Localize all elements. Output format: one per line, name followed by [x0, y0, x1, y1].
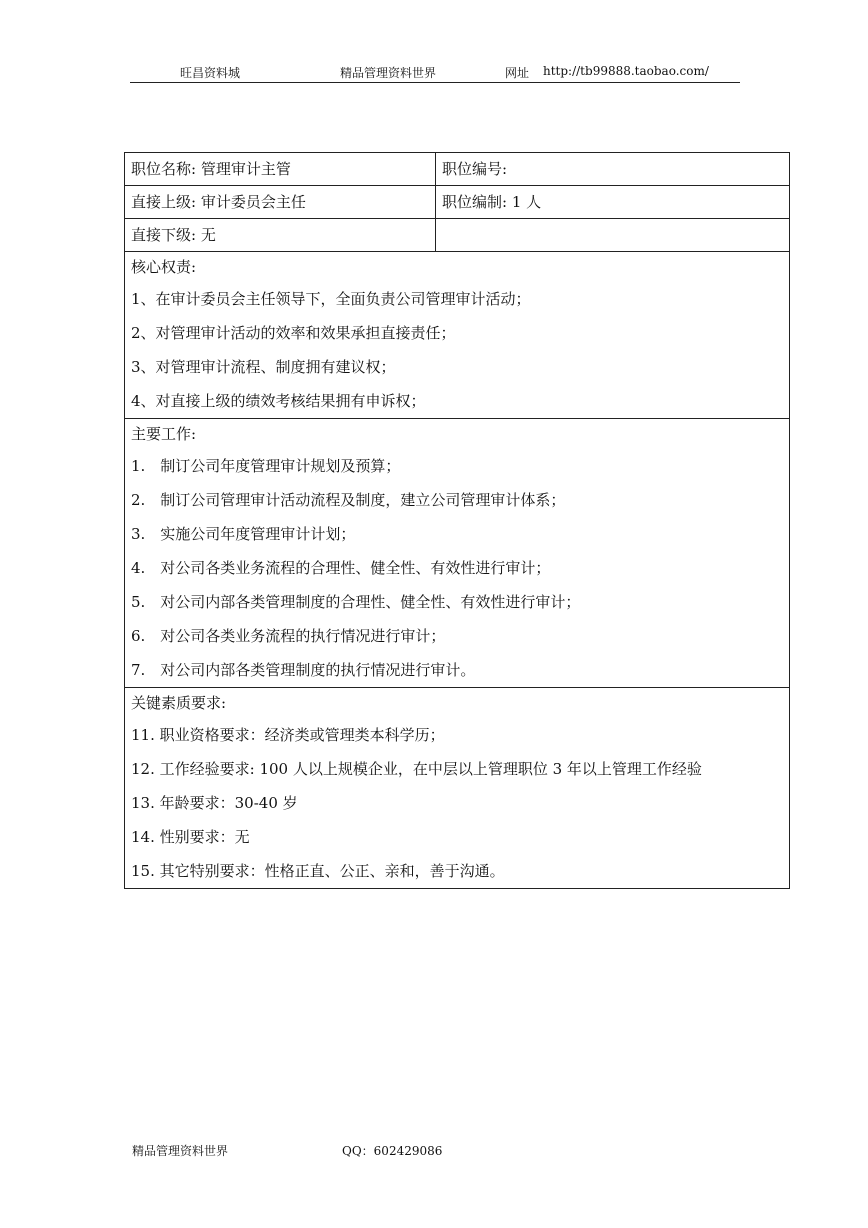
- header-site-name: 旺昌资料城: [180, 66, 241, 80]
- list-item: 4、对直接上级的绩效考核结果拥有申诉权；: [131, 392, 426, 410]
- list-item: 1、在审计委员会主任领导下，全面负责公司管理审计活动；: [131, 290, 531, 308]
- table-row: [125, 153, 790, 186]
- list-item: 6. 对公司各类业务流程的执行情况进行审计；: [131, 627, 446, 645]
- job-description-table: [124, 152, 790, 889]
- table-row: [125, 219, 790, 252]
- core-responsibilities-row: [125, 252, 790, 419]
- table-row: [125, 186, 790, 219]
- list-item: 1. 制订公司年度管理审计规划及预算；: [131, 457, 401, 475]
- list-item: 13. 年龄要求：30-40 岁: [131, 794, 298, 812]
- list-item: 15. 其它特别要求：性格正直、公正、亲和，善于沟通。: [131, 862, 505, 880]
- footer-qq: QQ：602429086: [342, 1144, 443, 1158]
- list-item: 2. 制订公司管理审计活动流程及制度，建立公司管理审计体系；: [131, 491, 566, 509]
- list-item: 3. 实施公司年度管理审计计划；: [131, 525, 356, 543]
- key-qualities-row: [125, 688, 790, 889]
- list-item: 12. 工作经验要求: 100 人以上规模企业，在中层以上管理职位 3 年以上管理工作经验: [131, 760, 702, 778]
- list-item: 4. 对公司各类业务流程的合理性、健全性、有效性进行审计；: [131, 559, 551, 577]
- direct-subordinate-cell: 直接下级: 无: [125, 219, 436, 252]
- footer-site-name: 精品管理资料世界: [132, 1144, 229, 1158]
- header-url-label: 网址: [505, 66, 530, 80]
- list-item: 2、对管理审计活动的效率和效果承担直接责任；: [131, 324, 456, 342]
- direct-superior-cell: 直接上级: 审计委员会主任: [125, 186, 436, 219]
- position-number-cell: 职位编号:: [436, 153, 790, 186]
- key-qualities-cell: [125, 688, 790, 889]
- header-url[interactable]: http://tb99888.taobao.com/: [543, 64, 709, 78]
- headcount-cell: 职位编制: 1 人: [436, 186, 790, 219]
- core-responsibilities-cell: [125, 252, 790, 419]
- key-qualities-title: 关键素质要求:: [131, 694, 227, 712]
- list-item: 11. 职业资格要求：经济类或管理类本科学历；: [131, 726, 445, 744]
- empty-cell: [436, 219, 790, 252]
- header-world-name: 精品管理资料世界: [340, 66, 437, 80]
- main-work-row: [125, 419, 790, 688]
- list-item: 14. 性别要求：无: [131, 828, 250, 846]
- list-item: 7. 对公司内部各类管理制度的执行情况进行审计。: [131, 661, 476, 679]
- list-item: 5. 对公司内部各类管理制度的合理性、健全性、有效性进行审计；: [131, 593, 581, 611]
- page-header: [130, 62, 740, 83]
- core-responsibilities-title: 核心权责:: [131, 258, 197, 276]
- list-item: 3、对管理审计流程、制度拥有建议权；: [131, 358, 396, 376]
- position-name-cell: 职位名称: 管理审计主管: [125, 153, 436, 186]
- main-work-title: 主要工作:: [131, 425, 197, 443]
- main-work-cell: [125, 419, 790, 688]
